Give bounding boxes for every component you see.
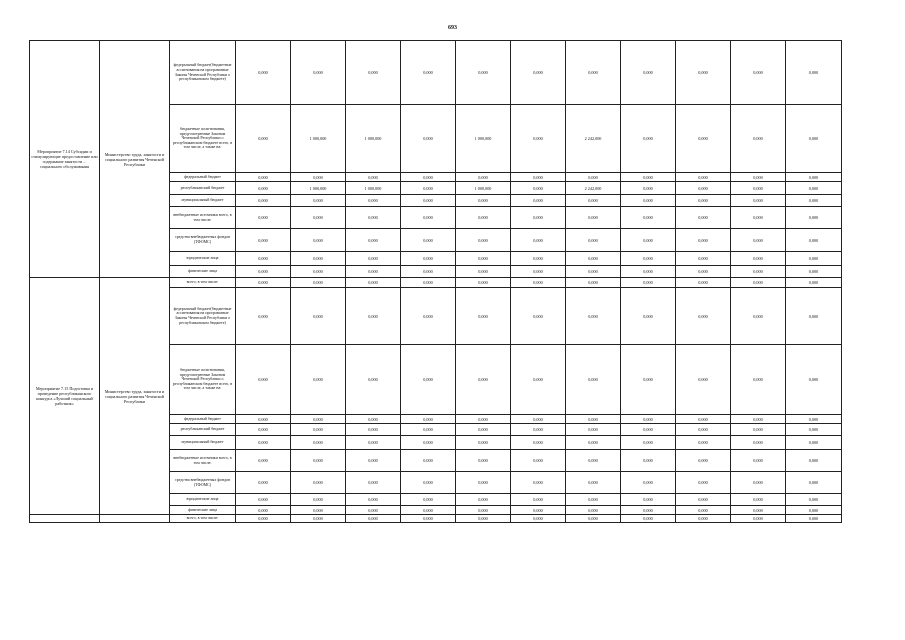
value-cell: 0,000 bbox=[731, 450, 786, 472]
value-cell: 0,000 bbox=[401, 278, 456, 288]
value-cell: 0,000 bbox=[291, 415, 346, 424]
value-cell: 0,000 bbox=[676, 515, 731, 523]
value-cell: 0,000 bbox=[291, 195, 346, 207]
value-cell: 0,000 bbox=[511, 345, 566, 415]
value-cell: 0,000 bbox=[346, 515, 401, 523]
value-cell: 0,000 bbox=[511, 515, 566, 523]
value-cell: 0,000 bbox=[731, 173, 786, 182]
value-cell: 0,000 bbox=[511, 288, 566, 345]
value-cell: 0,000 bbox=[456, 424, 511, 436]
value-cell: 0,000 bbox=[731, 229, 786, 252]
funding-source-cell: федеральный бюджет bbox=[170, 173, 236, 182]
value-cell: 0,000 bbox=[786, 288, 842, 345]
value-cell: 0,000 bbox=[786, 41, 842, 105]
value-cell: 0,000 bbox=[511, 266, 566, 278]
value-cell: 0,000 bbox=[511, 207, 566, 229]
value-cell: 0,000 bbox=[621, 266, 676, 278]
value-cell: 0,000 bbox=[346, 472, 401, 494]
value-cell: 0,000 bbox=[676, 288, 731, 345]
value-cell: 0,000 bbox=[786, 450, 842, 472]
value-cell: 1 000,000 bbox=[346, 105, 401, 173]
value-cell: 2 242,000 bbox=[566, 182, 621, 195]
value-cell: 0,000 bbox=[456, 494, 511, 506]
value-cell: 0,000 bbox=[621, 252, 676, 266]
funding-source-cell: внебюджетные источники всего, в том числе: bbox=[170, 207, 236, 229]
value-cell: 0,000 bbox=[731, 207, 786, 229]
funding-source-cell: всего, в том числе: bbox=[170, 515, 236, 523]
value-cell: 0,000 bbox=[346, 415, 401, 424]
value-cell: 0,000 bbox=[731, 105, 786, 173]
value-cell: 0,000 bbox=[401, 173, 456, 182]
value-cell: 0,000 bbox=[291, 278, 346, 288]
value-cell: 0,000 bbox=[621, 182, 676, 195]
value-cell: 0,000 bbox=[291, 288, 346, 345]
value-cell: 0,000 bbox=[731, 494, 786, 506]
value-cell: 0,000 bbox=[236, 252, 291, 266]
value-cell: 0,000 bbox=[346, 266, 401, 278]
value-cell: 0,000 bbox=[236, 41, 291, 105]
value-cell: 0,000 bbox=[511, 195, 566, 207]
value-cell: 0,000 bbox=[676, 173, 731, 182]
value-cell: 1 000,000 bbox=[456, 182, 511, 195]
value-cell: 0,000 bbox=[346, 450, 401, 472]
value-cell: 0,000 bbox=[786, 182, 842, 195]
funding-source-cell: республиканский бюджет bbox=[170, 424, 236, 436]
value-cell: 0,000 bbox=[236, 506, 291, 515]
value-cell: 0,000 bbox=[676, 450, 731, 472]
value-cell: 0,000 bbox=[566, 173, 621, 182]
value-cell: 0,000 bbox=[786, 436, 842, 450]
value-cell: 0,000 bbox=[731, 252, 786, 266]
value-cell: 0,000 bbox=[621, 515, 676, 523]
value-cell: 0,000 bbox=[401, 229, 456, 252]
value-cell: 0,000 bbox=[676, 345, 731, 415]
executor-cell bbox=[100, 515, 170, 523]
value-cell: 0,000 bbox=[621, 105, 676, 173]
value-cell: 0,000 bbox=[676, 472, 731, 494]
value-cell: 0,000 bbox=[676, 278, 731, 288]
value-cell: 0,000 bbox=[401, 506, 456, 515]
value-cell: 0,000 bbox=[236, 173, 291, 182]
value-cell: 0,000 bbox=[511, 415, 566, 424]
value-cell: 0,000 bbox=[786, 195, 842, 207]
value-cell: 0,000 bbox=[566, 229, 621, 252]
value-cell: 0,000 bbox=[456, 506, 511, 515]
funding-source-cell: федеральный бюджет bbox=[170, 415, 236, 424]
value-cell: 0,000 bbox=[786, 506, 842, 515]
value-cell: 0,000 bbox=[346, 41, 401, 105]
value-cell: 0,000 bbox=[566, 41, 621, 105]
value-cell: 0,000 bbox=[401, 345, 456, 415]
value-cell: 0,000 bbox=[621, 472, 676, 494]
value-cell: 2 242,000 bbox=[566, 105, 621, 173]
value-cell: 0,000 bbox=[456, 278, 511, 288]
value-cell: 0,000 bbox=[566, 278, 621, 288]
value-cell: 0,000 bbox=[456, 266, 511, 278]
budget-table bbox=[29, 40, 842, 523]
value-cell: 0,000 bbox=[731, 41, 786, 105]
value-cell: 0,000 bbox=[621, 345, 676, 415]
value-cell: 0,000 bbox=[621, 494, 676, 506]
table-row bbox=[30, 41, 842, 105]
value-cell: 0,000 bbox=[346, 173, 401, 182]
value-cell: 0,000 bbox=[621, 41, 676, 105]
value-cell: 0,000 bbox=[676, 207, 731, 229]
funding-source-cell: юридические лица bbox=[170, 252, 236, 266]
value-cell: 0,000 bbox=[731, 506, 786, 515]
value-cell: 0,000 bbox=[566, 207, 621, 229]
value-cell: 0,000 bbox=[621, 278, 676, 288]
funding-source-cell: всего, в том числе: bbox=[170, 278, 236, 288]
value-cell: 0,000 bbox=[731, 345, 786, 415]
funding-source-cell: бюджетные ассигнования, предусмотренные Законом Чеченской Республики о республиканском бюджете всего, в том числе, а также на: bbox=[170, 105, 236, 173]
value-cell: 0,000 bbox=[511, 424, 566, 436]
value-cell: 0,000 bbox=[511, 278, 566, 288]
value-cell: 0,000 bbox=[291, 173, 346, 182]
value-cell: 0,000 bbox=[511, 506, 566, 515]
value-cell: 0,000 bbox=[291, 472, 346, 494]
value-cell: 0,000 bbox=[401, 288, 456, 345]
funding-source-cell: бюджетные ассигнования, предусмотренные Законом Чеченской Республики о республиканском бюджете всего, в том числе, а также на: bbox=[170, 345, 236, 415]
funding-source-cell: физические лица bbox=[170, 506, 236, 515]
value-cell: 0,000 bbox=[786, 278, 842, 288]
value-cell: 0,000 bbox=[676, 41, 731, 105]
funding-source-cell: средства внебюджетных фондов (ТФОМС) bbox=[170, 472, 236, 494]
value-cell: 0,000 bbox=[786, 105, 842, 173]
value-cell: 0,000 bbox=[621, 424, 676, 436]
value-cell: 0,000 bbox=[401, 436, 456, 450]
value-cell: 0,000 bbox=[401, 105, 456, 173]
value-cell: 0,000 bbox=[676, 436, 731, 450]
value-cell: 0,000 bbox=[456, 415, 511, 424]
value-cell: 0,000 bbox=[731, 182, 786, 195]
value-cell: 0,000 bbox=[511, 173, 566, 182]
value-cell: 0,000 bbox=[236, 472, 291, 494]
executor-cell: Министерство труда, занятости и социального развития Чеченской Республики bbox=[100, 278, 170, 515]
funding-source-cell: внебюджетные источники всего, в том числе: bbox=[170, 450, 236, 472]
value-cell: 0,000 bbox=[346, 252, 401, 266]
value-cell: 0,000 bbox=[401, 450, 456, 472]
value-cell: 0,000 bbox=[731, 278, 786, 288]
value-cell: 1 000,000 bbox=[346, 182, 401, 195]
value-cell: 0,000 bbox=[511, 41, 566, 105]
value-cell: 0,000 bbox=[621, 195, 676, 207]
value-cell: 0,000 bbox=[731, 266, 786, 278]
value-cell: 0,000 bbox=[566, 266, 621, 278]
value-cell: 0,000 bbox=[236, 450, 291, 472]
funding-source-cell: средства внебюджетных фондов (ТФОМС) bbox=[170, 229, 236, 252]
value-cell: 0,000 bbox=[236, 195, 291, 207]
value-cell: 0,000 bbox=[731, 288, 786, 345]
value-cell: 0,000 bbox=[346, 506, 401, 515]
value-cell: 0,000 bbox=[401, 41, 456, 105]
value-cell: 0,000 bbox=[511, 494, 566, 506]
value-cell: 0,000 bbox=[401, 424, 456, 436]
value-cell: 0,000 bbox=[566, 345, 621, 415]
value-cell: 0,000 bbox=[511, 229, 566, 252]
value-cell: 0,000 bbox=[346, 494, 401, 506]
value-cell: 0,000 bbox=[511, 182, 566, 195]
value-cell: 0,000 bbox=[236, 278, 291, 288]
funding-source-cell: республиканский бюджет bbox=[170, 182, 236, 195]
value-cell: 0,000 bbox=[621, 450, 676, 472]
value-cell: 0,000 bbox=[676, 506, 731, 515]
value-cell: 0,000 bbox=[291, 41, 346, 105]
value-cell: 0,000 bbox=[291, 345, 346, 415]
value-cell: 0,000 bbox=[731, 436, 786, 450]
value-cell: 0,000 bbox=[786, 494, 842, 506]
value-cell: 0,000 bbox=[346, 436, 401, 450]
value-cell: 0,000 bbox=[786, 229, 842, 252]
funding-source-cell: федеральный бюджет(бюджетные ассигнования на программные Законы Чеченской Республики о республиканском бюджете) bbox=[170, 41, 236, 105]
value-cell: 0,000 bbox=[786, 472, 842, 494]
value-cell: 0,000 bbox=[236, 182, 291, 195]
funding-source-cell: физические лица bbox=[170, 266, 236, 278]
value-cell: 0,000 bbox=[786, 515, 842, 523]
value-cell: 0,000 bbox=[346, 229, 401, 252]
value-cell: 0,000 bbox=[291, 450, 346, 472]
value-cell: 0,000 bbox=[511, 472, 566, 494]
value-cell: 0,000 bbox=[566, 436, 621, 450]
value-cell: 0,000 bbox=[401, 266, 456, 278]
table-row bbox=[30, 515, 842, 523]
value-cell: 0,000 bbox=[566, 515, 621, 523]
value-cell: 0,000 bbox=[236, 515, 291, 523]
value-cell: 0,000 bbox=[676, 182, 731, 195]
value-cell: 0,000 bbox=[456, 345, 511, 415]
value-cell: 0,000 bbox=[236, 266, 291, 278]
value-cell: 0,000 bbox=[511, 105, 566, 173]
value-cell: 0,000 bbox=[346, 345, 401, 415]
value-cell: 0,000 bbox=[291, 436, 346, 450]
value-cell: 0,000 bbox=[456, 41, 511, 105]
value-cell: 0,000 bbox=[786, 252, 842, 266]
event-name-cell bbox=[30, 515, 100, 523]
value-cell: 0,000 bbox=[236, 415, 291, 424]
value-cell: 0,000 bbox=[731, 515, 786, 523]
value-cell: 0,000 bbox=[236, 345, 291, 415]
value-cell: 0,000 bbox=[456, 207, 511, 229]
value-cell: 0,000 bbox=[346, 424, 401, 436]
value-cell: 0,000 bbox=[291, 494, 346, 506]
value-cell: 0,000 bbox=[401, 182, 456, 195]
value-cell: 0,000 bbox=[676, 494, 731, 506]
value-cell: 0,000 bbox=[511, 436, 566, 450]
value-cell: 0,000 bbox=[456, 195, 511, 207]
value-cell: 0,000 bbox=[566, 506, 621, 515]
event-name-cell: Мероприятие 7.14 Субсидии и стимулирующие предоставление или содержание занятости ... социального обслуживания bbox=[30, 41, 100, 278]
value-cell: 0,000 bbox=[456, 173, 511, 182]
value-cell: 0,000 bbox=[731, 472, 786, 494]
value-cell: 0,000 bbox=[456, 472, 511, 494]
value-cell: 0,000 bbox=[401, 515, 456, 523]
value-cell: 0,000 bbox=[236, 424, 291, 436]
value-cell: 0,000 bbox=[291, 424, 346, 436]
value-cell: 0,000 bbox=[511, 252, 566, 266]
value-cell: 0,000 bbox=[236, 229, 291, 252]
value-cell: 0,000 bbox=[566, 472, 621, 494]
value-cell: 0,000 bbox=[731, 195, 786, 207]
funding-source-cell: юридические лица bbox=[170, 494, 236, 506]
value-cell: 0,000 bbox=[511, 450, 566, 472]
value-cell: 0,000 bbox=[401, 472, 456, 494]
value-cell: 0,000 bbox=[346, 278, 401, 288]
value-cell: 0,000 bbox=[676, 229, 731, 252]
value-cell: 0,000 bbox=[291, 506, 346, 515]
value-cell: 0,000 bbox=[621, 207, 676, 229]
value-cell: 0,000 bbox=[621, 415, 676, 424]
value-cell: 0,000 bbox=[566, 415, 621, 424]
page-number: 693 bbox=[448, 25, 457, 31]
value-cell: 0,000 bbox=[456, 252, 511, 266]
value-cell: 0,000 bbox=[786, 207, 842, 229]
value-cell: 0,000 bbox=[566, 450, 621, 472]
funding-source-cell: муниципальный бюджет bbox=[170, 195, 236, 207]
value-cell: 0,000 bbox=[291, 207, 346, 229]
funding-source-cell: муниципальный бюджет bbox=[170, 436, 236, 450]
value-cell: 0,000 bbox=[566, 288, 621, 345]
value-cell: 0,000 bbox=[621, 506, 676, 515]
value-cell: 0,000 bbox=[566, 494, 621, 506]
value-cell: 0,000 bbox=[236, 494, 291, 506]
value-cell: 0,000 bbox=[621, 288, 676, 345]
value-cell: 0,000 bbox=[676, 415, 731, 424]
value-cell: 0,000 bbox=[291, 229, 346, 252]
value-cell: 1 000,000 bbox=[291, 105, 346, 173]
value-cell: 0,000 bbox=[291, 252, 346, 266]
executor-cell: Министерство труда, занятости и социального развития Чеченской Республики bbox=[100, 41, 170, 278]
value-cell: 0,000 bbox=[291, 266, 346, 278]
value-cell: 0,000 bbox=[676, 266, 731, 278]
value-cell: 0,000 bbox=[346, 207, 401, 229]
value-cell: 0,000 bbox=[786, 173, 842, 182]
value-cell: 0,000 bbox=[676, 105, 731, 173]
event-name-cell: Мероприятие 7.15 Подготовка и проведение республиканского конкурса «Лучший социальный работник» bbox=[30, 278, 100, 515]
value-cell: 0,000 bbox=[456, 515, 511, 523]
value-cell: 0,000 bbox=[676, 195, 731, 207]
value-cell: 0,000 bbox=[456, 288, 511, 345]
value-cell: 1 000,000 bbox=[291, 182, 346, 195]
value-cell: 0,000 bbox=[236, 207, 291, 229]
value-cell: 0,000 bbox=[456, 450, 511, 472]
value-cell: 0,000 bbox=[401, 415, 456, 424]
value-cell: 1 000,000 bbox=[456, 105, 511, 173]
value-cell: 0,000 bbox=[566, 195, 621, 207]
value-cell: 0,000 bbox=[346, 288, 401, 345]
value-cell: 0,000 bbox=[291, 515, 346, 523]
value-cell: 0,000 bbox=[786, 424, 842, 436]
value-cell: 0,000 bbox=[456, 436, 511, 450]
value-cell: 0,000 bbox=[236, 436, 291, 450]
value-cell: 0,000 bbox=[786, 345, 842, 415]
value-cell: 0,000 bbox=[731, 415, 786, 424]
value-cell: 0,000 bbox=[401, 195, 456, 207]
value-cell: 0,000 bbox=[621, 173, 676, 182]
value-cell: 0,000 bbox=[731, 424, 786, 436]
value-cell: 0,000 bbox=[236, 288, 291, 345]
value-cell: 0,000 bbox=[346, 195, 401, 207]
value-cell: 0,000 bbox=[401, 494, 456, 506]
value-cell: 0,000 bbox=[236, 105, 291, 173]
value-cell: 0,000 bbox=[786, 415, 842, 424]
value-cell: 0,000 bbox=[786, 266, 842, 278]
value-cell: 0,000 bbox=[566, 252, 621, 266]
value-cell: 0,000 bbox=[401, 207, 456, 229]
value-cell: 0,000 bbox=[401, 252, 456, 266]
table-row bbox=[30, 278, 842, 288]
funding-source-cell: федеральный бюджет(бюджетные ассигнования на программные Законы Чеченской Республики о республиканском бюджете) bbox=[170, 288, 236, 345]
value-cell: 0,000 bbox=[676, 252, 731, 266]
value-cell: 0,000 bbox=[621, 436, 676, 450]
value-cell: 0,000 bbox=[456, 229, 511, 252]
value-cell: 0,000 bbox=[621, 229, 676, 252]
value-cell: 0,000 bbox=[566, 424, 621, 436]
value-cell: 0,000 bbox=[676, 424, 731, 436]
